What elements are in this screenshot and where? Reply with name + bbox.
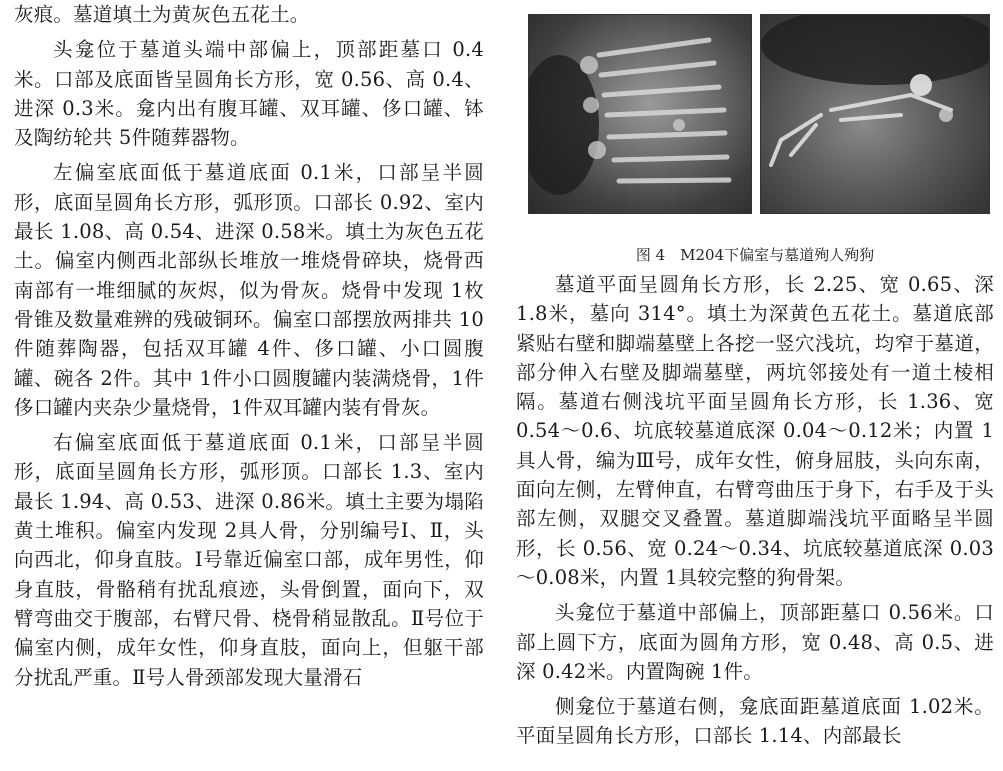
figure: [528, 14, 992, 212]
left-column: [14, 0, 484, 692]
paragraph: 灰痕。墓道填土为黄灰色五花土。: [14, 3, 310, 26]
skeleton-image: [761, 15, 989, 213]
paragraph: 左偏室底面低于墓道底面 0.1米，口部呈半圆形，底面呈圆角长方形，弧形顶。口部长 0.92、室内最长 1.08、高 0.54、进深 0.58米。填土为灰色五花土。偏室内侧西北部纵长堆放一堆烧骨碎块，烧骨西南部有一堆细腻的灰烬，似为骨灰。烧骨中发现 1枚骨锥及数量难辨的残破铜环。偏室口部摆放两排共 10件随葬陶器，包括双耳罐 4件、侈口罐、小口圆腹罐、碗各 2件。其中 1件小口圆腹罐内装满烧骨，1件侈口罐内夹杂少量烧骨，1件双耳罐内装有骨灰。: [14, 161, 484, 419]
photo-side-chamber: [528, 14, 752, 214]
right-column: [516, 270, 994, 751]
paragraph: 右偏室底面低于墓道底面 0.1米，口部呈半圆形，底面呈圆角长方形，弧形顶。口部长 1.3、室内最长 1.94、高 0.53、进深 0.86米。填土主要为塌陷黄土堆积。偏室内发现 2具人骨，分别编号Ⅰ、Ⅱ，头向西北，仰身直肢。Ⅰ号靠近偏室口部，成年男性，仰身直肢，骨骼稍有扰乱痕迹，头骨倒置，面向下，双臂弯曲交于腹部，右臂尺骨、桡骨稍显散乱。Ⅱ号位于偏室内侧，成年女性，仰身直肢，面向上，但躯干部分扰乱严重。Ⅱ号人骨颈部发现大量滑石: [14, 431, 484, 689]
paragraph: 头龛位于墓道头端中部偏上，顶部距墓口 0.4 米。口部及底面皆呈圆角长方形，宽 0.56、高 0.4、进深 0.3米。龛内出有腹耳罐、双耳罐、侈口罐、钵及陶纺轮共 5件随葬器物。: [14, 38, 484, 150]
paragraph: 头龛位于墓道中部偏上，顶部距墓口 0.56米。口部上圆下方，底面为圆角方形，宽 0.48、高 0.5、进深 0.42米。内置陶碗 1件。: [516, 601, 994, 683]
photo-passage-burial: [760, 14, 990, 214]
paragraph: 墓道平面呈圆角长方形，长 2.25、宽 0.65、深 1.8米，墓向 314°。填土为深黄色五花土。墓道底部紧贴右壁和脚端墓壁上各挖一竖穴浅坑，均窄于墓道，部分伸入右壁及脚端墓壁，两坑邻接处有一道土棱相隔。墓道右侧浅坑平面呈圆角长方形，长 1.36、宽 0.54～0.6、坑底较墓道底深 0.04～0.12米；内置 1具人骨，编为Ⅲ号，成年女性，俯身屈肢，头向东南，面向左侧，左臂伸直，右臂弯曲压于身下，右手及于头部左侧，双腿交叉叠置。墓道脚端浅坑平面略呈半圆形，长 0.56、宽 0.24～0.34、坑底较墓道底深 0.03～0.08米，内置 1具较完整的狗骨架。: [516, 273, 994, 589]
skeleton-pile-image: [529, 15, 751, 213]
paragraph: 侧龛位于墓道右侧，龛底面距墓道底面 1.02米。平面呈圆角长方形，口部长 1.14、内部最长: [516, 695, 994, 748]
figure-caption: 图 4 M204下偏室与墓道殉人殉狗: [635, 246, 875, 264]
